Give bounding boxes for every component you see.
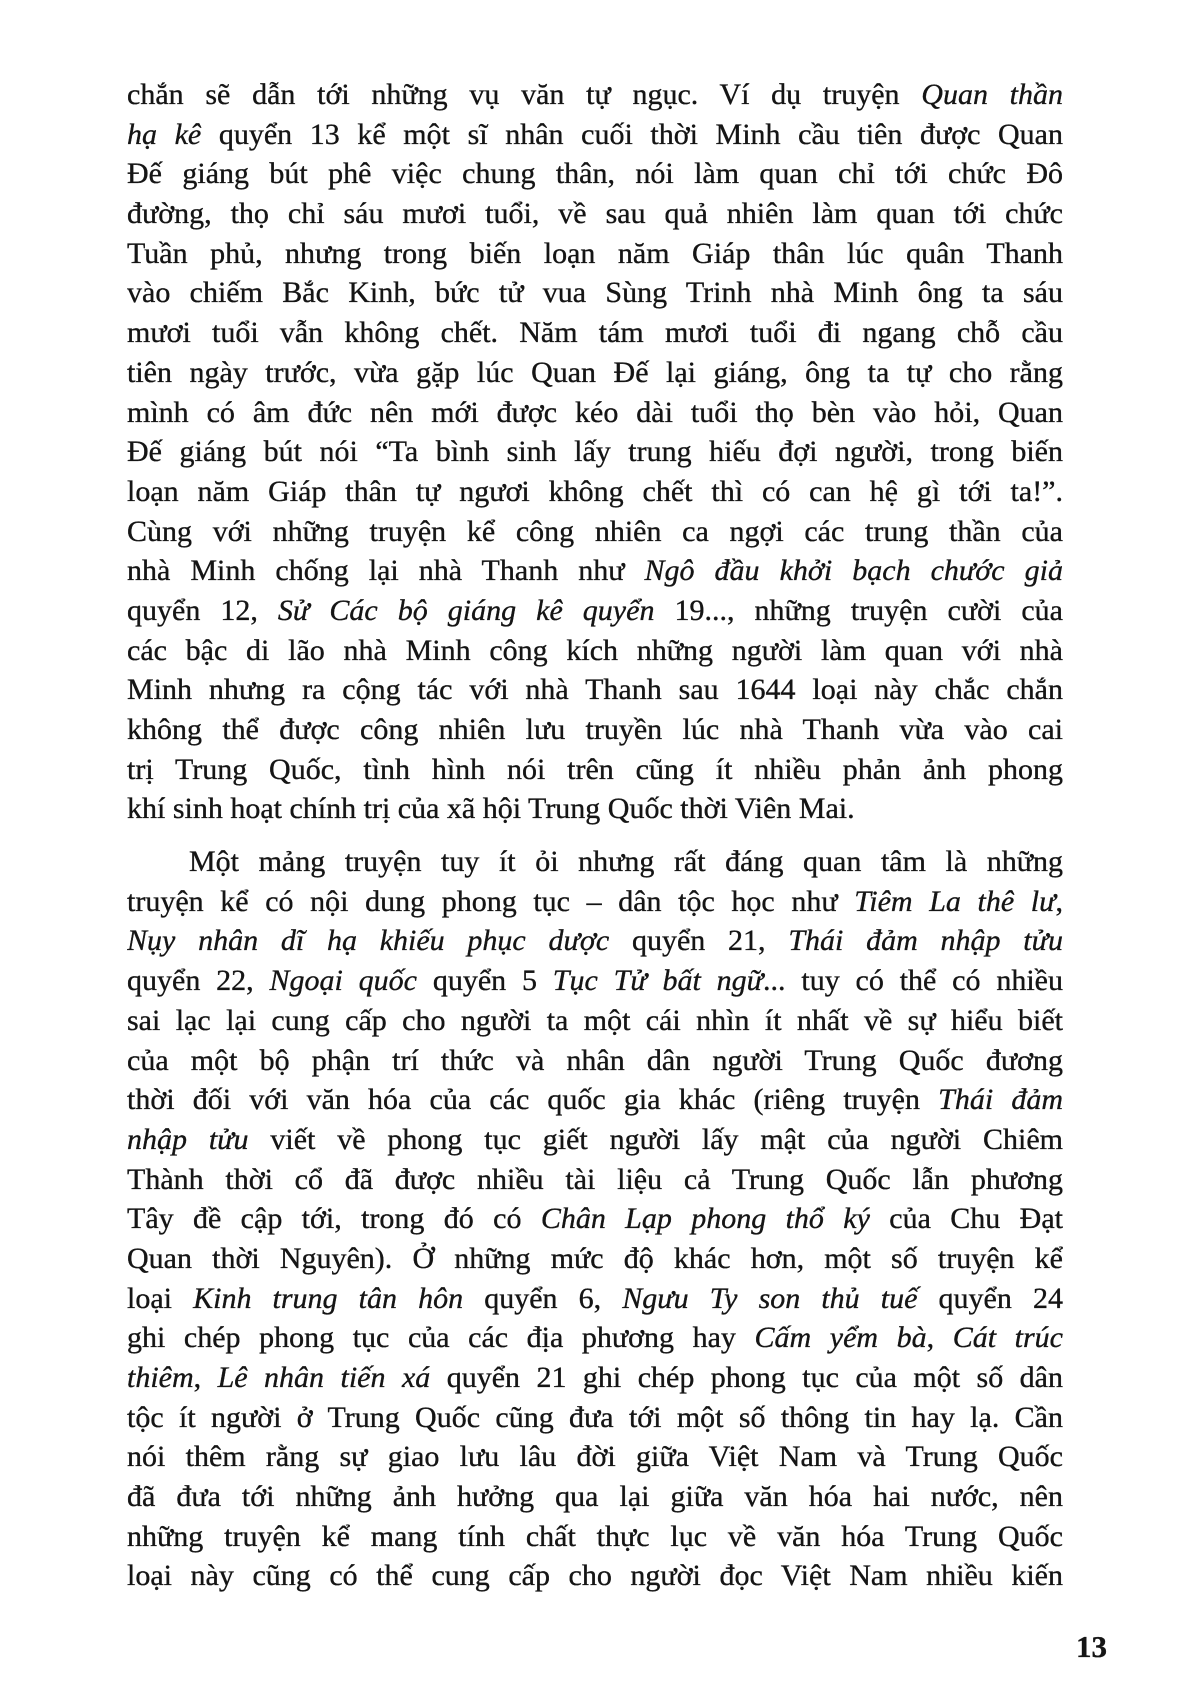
body-text: loại <box>127 1281 194 1315</box>
body-text: quyển 21 ghi chép phong tục của một số dân <box>430 1361 1063 1394</box>
text-line <box>127 1398 1063 1438</box>
body-text: , <box>193 1361 218 1394</box>
text-line <box>127 1517 1063 1557</box>
text-line <box>127 472 1063 512</box>
italic-title-text: Kinh trung tân hôn <box>193 1281 464 1315</box>
italic-title-text: Sử Các bộ giáng kê quyển <box>277 593 655 627</box>
italic-title-text: Ngoại quốc <box>269 964 417 998</box>
text-line <box>127 1001 1063 1041</box>
text-line <box>127 1556 1063 1596</box>
text-line <box>127 1080 1063 1120</box>
body-text: đã đưa tới những ảnh hưởng qua lại giữa văn hóa hai nước, nên <box>127 1480 1063 1514</box>
body-text: quyển 21, <box>609 924 789 958</box>
text-line <box>127 1239 1063 1279</box>
text-line <box>127 154 1063 194</box>
body-text: của một bộ phận trí thức và nhân dân người Trung Quốc đương <box>127 1043 1063 1077</box>
italic-title-text: Thái đảm nhập tửu <box>788 924 1063 958</box>
body-text: viết về phong tục giết người lấy mật của người Chiêm <box>248 1122 1063 1156</box>
body-text: ghi chép phong tục của các địa phương hay <box>127 1321 755 1355</box>
body-text: không thể được công nhiên lưu truyền lúc nhà Thanh vừa vào cai <box>127 713 1063 746</box>
italic-title-text: nhập tửu <box>127 1122 249 1156</box>
text-line <box>127 512 1063 552</box>
text-line <box>127 921 1063 961</box>
italic-title-text: Ngô đầu khởi bạch chước giả <box>644 554 1063 588</box>
paragraph <box>127 842 1063 1596</box>
body-text: sai lạc lại cung cấp cho người ta một cái nhìn ít nhất về sự hiểu biết <box>127 1003 1063 1037</box>
body-text: , <box>1055 884 1063 918</box>
text-line <box>127 353 1063 393</box>
text-line <box>127 631 1063 671</box>
body-text: chắn sẽ dẫn tới những vụ văn tự ngục. Ví dụ truyện <box>127 78 922 111</box>
body-text: Đế giáng bút phê việc chung thân, nói làm quan chỉ tới chức Đô <box>127 157 1063 191</box>
body-text: loạn năm Giáp thân tự ngươi không chết thì có can hệ gì tới ta!”. <box>127 474 1063 508</box>
text-line <box>127 313 1063 353</box>
text-line <box>127 1041 1063 1081</box>
body-text: ... tuy có thể có nhiều <box>763 964 1063 998</box>
text-block <box>127 75 1063 1596</box>
text-line <box>127 1120 1063 1160</box>
body-text: thời đối với văn hóa của các quốc gia khác (riêng truyện <box>127 1083 939 1117</box>
text-line <box>127 1358 1063 1398</box>
text-line <box>127 1477 1063 1517</box>
body-text: truyện kể có nội dung phong tục – dân tộc học như <box>127 884 855 918</box>
text-line <box>127 710 1063 750</box>
text-line <box>127 551 1063 591</box>
italic-title-text: Cấm yểm bà <box>754 1321 927 1355</box>
italic-title-text: Tục Tử bất ngữ <box>552 964 764 998</box>
text-line <box>127 115 1063 155</box>
body-text: đường, thọ chỉ sáu mươi tuổi, về sau quả nhiên làm quan tới chức <box>127 197 1063 231</box>
body-text: những truyện kể mang tính chất thực lục về văn hóa Trung Quốc <box>127 1519 1063 1553</box>
body-text: Tây đề cập tới, trong đó có <box>127 1202 541 1236</box>
italic-title-text: Chân Lạp phong thổ ký <box>540 1202 870 1236</box>
text-line <box>127 882 1063 922</box>
text-line <box>127 273 1063 313</box>
text-line <box>127 842 1063 882</box>
body-text: quyển 13 kể một sĩ nhân cuối thời Minh cầu tiên được Quan <box>201 117 1063 151</box>
paragraph <box>127 75 1063 829</box>
text-line <box>127 1318 1063 1358</box>
body-text: mình có âm đức nên mới được kéo dài tuổi thọ bèn vào hỏi, Quan <box>127 395 1063 429</box>
body-text: quyển 5 <box>416 964 553 998</box>
text-line <box>127 670 1063 710</box>
text-line <box>127 1437 1063 1477</box>
body-text: Thành thời cổ đã được nhiều tài liệu cả Trung Quốc lẫn phương <box>127 1162 1063 1196</box>
text-line <box>127 789 1063 829</box>
text-line <box>127 75 1063 115</box>
page-number: 13 <box>1076 1629 1107 1664</box>
body-text: mươi tuổi vẫn không chết. Năm tám mươi tuổi đi ngang chỗ cầu <box>127 316 1063 350</box>
italic-title-text: thiêm <box>127 1361 194 1394</box>
body-text: quyển 24 <box>917 1281 1063 1315</box>
body-text: trị Trung Quốc, tình hình nói trên cũng ít nhiều phản ảnh phong <box>127 752 1063 786</box>
body-text: các bậc di lão nhà Minh công kích những người làm quan với nhà <box>127 633 1063 667</box>
text-line <box>127 1160 1063 1200</box>
body-text: loại này cũng có thể cung cấp cho người đọc Việt Nam nhiều kiến <box>127 1559 1063 1593</box>
body-text: tộc ít người ở Trung Quốc cũng đưa tới một số thông tin hay lạ. Cần <box>127 1400 1063 1434</box>
body-text: 19..., những truyện cười của <box>654 593 1063 627</box>
text-line <box>127 750 1063 790</box>
body-text: Quan thời Nguyên). Ở những mức độ khác hơn, một số truyện kể <box>127 1241 1063 1275</box>
body-text: tiên ngày trước, vừa gặp lúc Quan Đế lại giáng, ông ta tự cho rằng <box>127 355 1063 389</box>
body-text: Tuần phủ, nhưng trong biến loạn năm Giáp thân lúc quân Thanh <box>127 236 1063 270</box>
italic-title-text: Tiêm La thê lư <box>854 884 1056 918</box>
body-text: quyển 22, <box>127 964 270 998</box>
text-line <box>127 1199 1063 1239</box>
text-line <box>127 432 1063 472</box>
text-line <box>127 393 1063 433</box>
body-text: khí sinh hoạt chính trị của xã hội Trung Quốc thời Viên Mai. <box>127 792 855 826</box>
body-text: Cùng với những truyện kể công nhiên ca ngợi các trung thần của <box>127 514 1063 548</box>
body-text: quyển 6, <box>463 1281 623 1315</box>
italic-title-text: Nụy nhân dĩ hạ khiếu phục dược <box>127 924 610 958</box>
text-line <box>127 1279 1063 1319</box>
italic-title-text: Quan thần <box>921 78 1063 111</box>
text-line <box>127 961 1063 1001</box>
body-text: nhà Minh chống lại nhà Thanh như <box>127 554 645 588</box>
body-text: của Chu Đạt <box>869 1202 1063 1236</box>
italic-title-text: Ngưu Ty son thủ tuế <box>622 1281 918 1315</box>
body-text: vào chiếm Bắc Kinh, bức tử vua Sùng Trinh nhà Minh ông ta sáu <box>127 276 1063 310</box>
body-text: , <box>926 1321 953 1355</box>
text-line <box>127 194 1063 234</box>
body-text: Một mảng truyện tuy ít ỏi nhưng rất đáng quan tâm là những <box>189 845 1063 879</box>
body-text: quyển 12, <box>127 593 278 627</box>
italic-title-text: Cát trúc <box>952 1321 1063 1355</box>
body-text: Minh nhưng ra cộng tác với nhà Thanh sau 1644 loại này chắc chắn <box>127 673 1063 707</box>
italic-title-text: Lê nhân tiến xá <box>217 1361 431 1394</box>
text-line <box>127 234 1063 274</box>
italic-title-text: hạ kê <box>127 117 202 151</box>
body-text: Đế giáng bút nói “Ta bình sinh lấy trung hiếu đợi người, trong biến <box>127 435 1063 469</box>
text-line <box>127 591 1063 631</box>
body-text: nói thêm rằng sự giao lưu lâu đời giữa Việt Nam và Trung Quốc <box>127 1440 1063 1474</box>
italic-title-text: Thái đảm <box>938 1083 1063 1117</box>
